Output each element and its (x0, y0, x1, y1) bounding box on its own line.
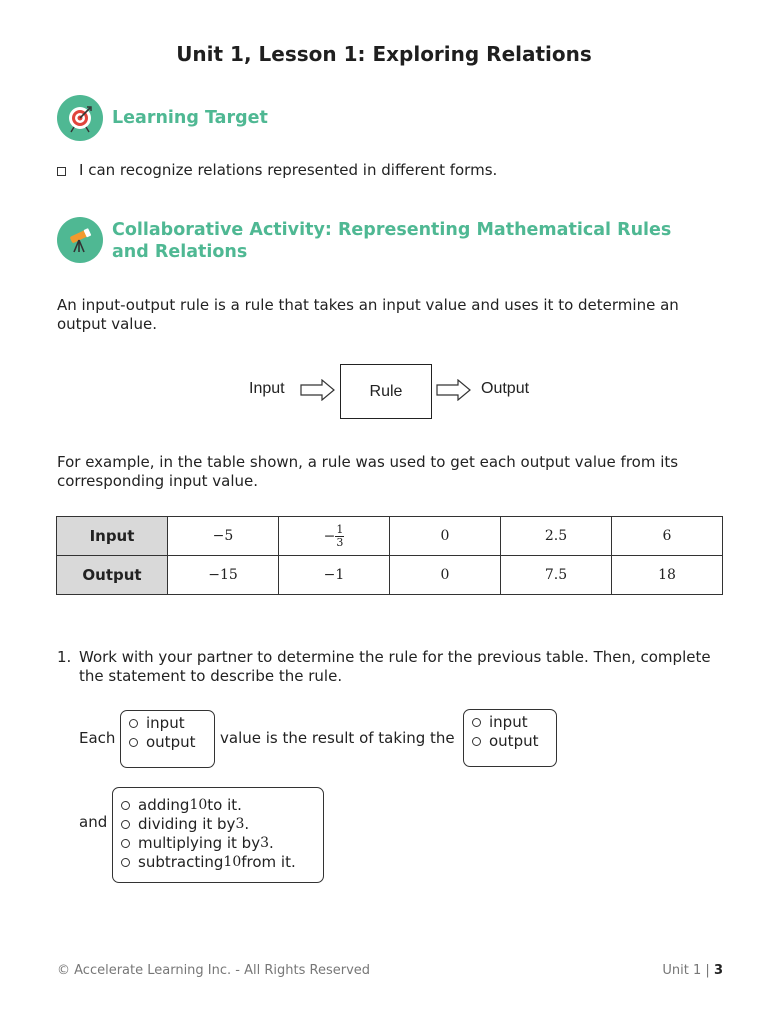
input-output-table (56, 516, 723, 595)
table-header-output: Output (57, 556, 168, 595)
footer-copyright: © Accelerate Learning Inc. - All Rights Reserved (57, 963, 371, 978)
question-line-2: the statement to describe the rule. (79, 667, 343, 685)
question-number: 1. (57, 648, 72, 666)
table-row-input (57, 517, 723, 556)
table-cell: 18 (612, 556, 723, 595)
radio-button[interactable] (121, 820, 130, 829)
choice-option[interactable]: multiplying it by 3 . (121, 834, 315, 853)
table-cell: 0 (390, 556, 501, 595)
arrow-right-icon (436, 379, 472, 401)
radio-button[interactable] (129, 719, 138, 728)
middle-text: value is the result of taking the (220, 729, 455, 747)
choice-option[interactable]: input (129, 714, 206, 733)
question-line-1: Work with your partner to determine the rule for the previous table. Then, complete (79, 648, 711, 666)
fraction-denominator: 3 (336, 535, 344, 549)
arrow-right-icon (300, 379, 336, 401)
target-checkbox[interactable] (57, 167, 66, 176)
activity-heading (112, 219, 732, 263)
example-line-2: corresponding input value. (57, 472, 258, 490)
choice-option[interactable]: subtracting 10 from it. (121, 853, 315, 872)
table-cell: 2.5 (501, 517, 612, 556)
radio-button[interactable] (472, 718, 481, 727)
footer-page-info (662, 963, 723, 978)
activity-heading-line2: and Relations (112, 242, 248, 262)
minus-sign: − (323, 528, 336, 544)
choice-option[interactable]: adding 10 to it. (121, 796, 315, 815)
radio-button[interactable] (121, 839, 130, 848)
table-cell-fraction (279, 517, 390, 556)
each-label: Each (79, 729, 116, 747)
intro-line-1: An input-output rule is a rule that takes an input value and uses it to determine an (57, 296, 679, 314)
diagram-output-label: Output (481, 380, 530, 397)
table-cell: −15 (168, 556, 279, 595)
table-cell: 0 (390, 517, 501, 556)
choice-box-1[interactable] (120, 710, 215, 768)
table-cell: −5 (168, 517, 279, 556)
target-icon (57, 95, 103, 141)
table-row-output (57, 556, 723, 595)
choice-option[interactable]: output (472, 732, 548, 751)
choice-box-3[interactable] (112, 787, 324, 883)
fraction (335, 524, 344, 549)
table-cell: 7.5 (501, 556, 612, 595)
diagram-input-label: Input (249, 380, 285, 397)
fraction-numerator: 1 (336, 522, 344, 536)
example-line-1: For example, in the table shown, a rule was used to get each output value from its (57, 453, 679, 471)
table-header-input: Input (57, 517, 168, 556)
rule-box (340, 364, 432, 419)
page-title: Unit 1, Lesson 1: Exploring Relations (176, 42, 592, 66)
example-paragraph (57, 453, 737, 491)
intro-line-2: output value. (57, 315, 157, 333)
footer-unit: Unit 1 | (662, 963, 710, 978)
radio-button[interactable] (121, 801, 130, 810)
radio-button[interactable] (121, 858, 130, 867)
table-cell: −1 (279, 556, 390, 595)
table-cell: 6 (612, 517, 723, 556)
activity-heading-line1: Collaborative Activity: Representing Mathematical Rules (112, 220, 672, 240)
radio-button[interactable] (129, 738, 138, 747)
diagram-rule-label: Rule (369, 382, 403, 400)
page-number: 3 (713, 963, 723, 978)
choice-option[interactable]: input (472, 713, 548, 732)
choice-option[interactable]: output (129, 733, 206, 752)
question-text (79, 648, 739, 686)
learning-target-item: I can recognize relations represented in different forms. (79, 161, 498, 179)
choice-option[interactable]: dividing it by 3 . (121, 815, 315, 834)
and-label: and (79, 813, 108, 831)
telescope-icon (57, 217, 103, 263)
radio-button[interactable] (472, 737, 481, 746)
intro-paragraph (57, 296, 737, 334)
learning-target-heading: Learning Target (112, 108, 268, 128)
choice-box-2[interactable] (463, 709, 557, 767)
